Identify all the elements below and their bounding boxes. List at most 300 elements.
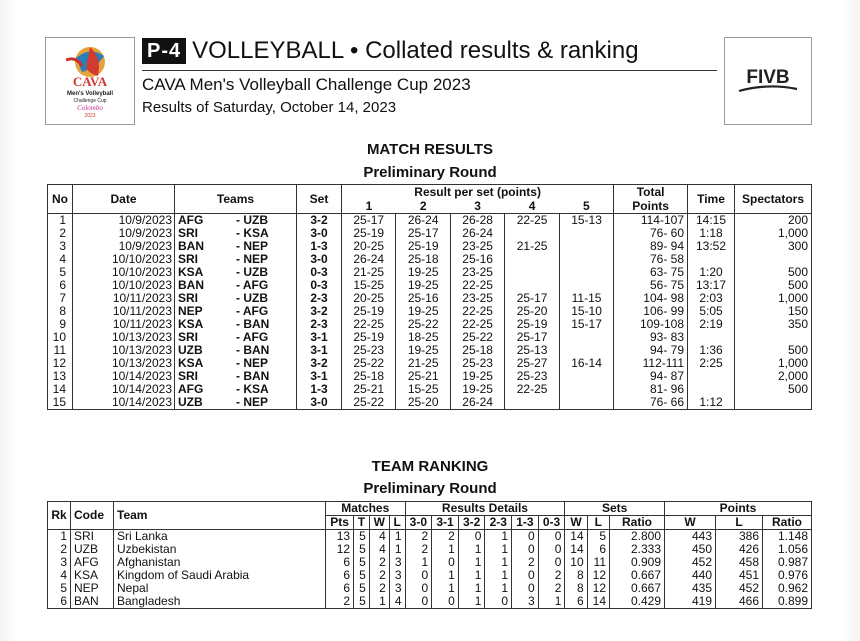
col-date: Date	[73, 185, 175, 214]
set-2-score: 26-24	[396, 214, 450, 228]
set-2-score: 15-25	[396, 383, 450, 396]
match-set-score: 1-3	[297, 240, 342, 253]
sets-lost: 12	[587, 582, 609, 595]
home-team-code: AFG	[178, 382, 204, 396]
match-no: 10	[48, 331, 73, 344]
sets-won: 6	[565, 595, 587, 609]
set-1-score: 20-25	[342, 240, 396, 253]
home-team-code: AFG	[178, 213, 204, 227]
set-2-score: 25-20	[396, 396, 450, 410]
result-1-3: 3	[512, 595, 539, 609]
match-no: 15	[48, 396, 73, 410]
match-set-score: 3-0	[297, 396, 342, 410]
rank: 4	[48, 569, 71, 582]
match-no: 5	[48, 266, 73, 279]
col-rd-03: 0-3	[538, 516, 565, 530]
set-3-score: 19-25	[450, 370, 504, 383]
set-5-score	[559, 331, 613, 344]
home-team-code: UZB	[178, 395, 203, 409]
svg-text:Colombo: Colombo	[77, 104, 103, 112]
set-3-score: 25-16	[450, 253, 504, 266]
col-sets-l: L	[587, 516, 609, 530]
svg-text:Men's Volleyball: Men's Volleyball	[67, 91, 113, 97]
match-time: 2:19	[688, 318, 735, 331]
total-points: 89- 94	[614, 240, 688, 253]
team-ranking-table	[47, 501, 812, 609]
set-3-score: 23-25	[450, 266, 504, 279]
match-time: 1:18	[688, 227, 735, 240]
result-3-0: 1	[405, 556, 432, 569]
home-team-code: NEP	[178, 304, 203, 318]
spectators	[735, 396, 812, 410]
result-0-3: 1	[538, 595, 565, 609]
sets-ratio: 0.909	[610, 556, 665, 569]
set-5-score: 16-14	[559, 357, 613, 370]
team-code: BAN	[71, 595, 114, 609]
set-1-score: 25-21	[342, 383, 396, 396]
report-code-badge: P-4	[142, 38, 186, 64]
set-2-score: 25-18	[396, 253, 450, 266]
set-4-score: 22-25	[505, 383, 559, 396]
results-date: Results of Saturday, October 14, 2023	[142, 99, 397, 116]
set-5-score	[559, 370, 613, 383]
set-4-score: 25-27	[505, 357, 559, 370]
match-set-score: 0-3	[297, 266, 342, 279]
table-row	[48, 595, 812, 609]
match-time	[688, 370, 735, 383]
set-2-score: 25-21	[396, 370, 450, 383]
match-date: 10/14/2023	[73, 383, 175, 396]
set-2-score: 25-22	[396, 318, 450, 331]
away-team-code: - BAN	[236, 317, 270, 331]
match-set-score: 3-0	[297, 253, 342, 266]
col-no: No	[48, 185, 73, 214]
set-4-score: 21-25	[505, 240, 559, 253]
set-4-score: 22-25	[505, 214, 559, 228]
match-date: 10/11/2023	[73, 318, 175, 331]
col-pts: Pts	[326, 516, 354, 530]
match-points: 6	[326, 556, 354, 569]
result-0-3: 0	[538, 543, 565, 556]
team-code: AFG	[71, 556, 114, 569]
set-5-score	[559, 396, 613, 410]
points-won: 443	[665, 530, 716, 544]
away-team-code: - NEP	[236, 356, 269, 370]
set-3-score: 25-22	[450, 331, 504, 344]
away-team-code: - NEP	[236, 395, 269, 409]
header-divider	[142, 70, 717, 71]
total-points: 76- 60	[614, 227, 688, 240]
points-lost: 386	[716, 530, 763, 544]
home-team-code: BAN	[178, 239, 204, 253]
result-3-1: 2	[432, 530, 459, 544]
matches-won: 4	[369, 530, 389, 544]
col-sets-ratio: Ratio	[610, 516, 665, 530]
col-team: Team	[114, 502, 326, 530]
sets-ratio: 2.800	[610, 530, 665, 544]
total-points: 109-108	[614, 318, 688, 331]
home-team-code: SRI	[178, 330, 199, 344]
col-rk: Rk	[48, 502, 71, 530]
points-won: 452	[665, 556, 716, 569]
result-3-0: 2	[405, 530, 432, 544]
match-time: 5:05	[688, 305, 735, 318]
col-rd-13: 1-3	[512, 516, 539, 530]
col-t: T	[354, 516, 370, 530]
points-lost: 452	[716, 582, 763, 595]
set-1-score: 25-19	[342, 331, 396, 344]
match-points: 13	[326, 530, 354, 544]
total-points: 112-111	[614, 357, 688, 370]
matches-lost: 3	[389, 569, 405, 582]
result-2-3: 0	[485, 595, 512, 609]
total-points: 76- 58	[614, 253, 688, 266]
col-rd-23: 2-3	[485, 516, 512, 530]
result-1-3: 0	[512, 530, 539, 544]
home-team-code: BAN	[178, 278, 204, 292]
match-points: 6	[326, 582, 354, 595]
team-name: Afghanistan	[114, 556, 326, 569]
match-set-score: 3-2	[297, 214, 342, 228]
set-4-score: 25-17	[505, 292, 559, 305]
set-2-score: 19-25	[396, 279, 450, 292]
match-time: 2:03	[688, 292, 735, 305]
col-rd-30: 3-0	[405, 516, 432, 530]
set-1-score: 25-17	[342, 214, 396, 228]
points-ratio: 0.899	[763, 595, 812, 609]
matches-total: 5	[354, 569, 370, 582]
team-ranking-body	[48, 530, 812, 609]
match-no: 9	[48, 318, 73, 331]
home-team-code: KSA	[178, 356, 204, 370]
table-row	[48, 530, 812, 544]
match-points: 6	[326, 569, 354, 582]
table-row	[48, 214, 812, 228]
set-1-score: 25-22	[342, 396, 396, 410]
spectators: 500	[735, 279, 812, 292]
set-5-score	[559, 240, 613, 253]
away-team-code: - NEP	[236, 239, 269, 253]
result-3-1: 1	[432, 582, 459, 595]
set-4-score	[505, 266, 559, 279]
result-3-0: 0	[405, 582, 432, 595]
set-2-score: 25-17	[396, 227, 450, 240]
spectators: 1,000	[735, 227, 812, 240]
col-sets: Sets	[565, 502, 665, 516]
set-2-score: 25-19	[396, 240, 450, 253]
set-4-score: 25-23	[505, 370, 559, 383]
match-results-title: MATCH RESULTS	[366, 141, 494, 158]
match-time: 1:20	[688, 266, 735, 279]
result-1-3: 0	[512, 582, 539, 595]
sets-won: 10	[565, 556, 587, 569]
away-team-code: - AFG	[236, 278, 269, 292]
matches-lost: 1	[389, 543, 405, 556]
team-name: Sri Lanka	[114, 530, 326, 544]
col-points-ratio: Ratio	[763, 516, 812, 530]
match-no: 11	[48, 344, 73, 357]
spectators: 2,000	[735, 370, 812, 383]
col-set-5: 5	[559, 199, 613, 214]
total-points: 104- 98	[614, 292, 688, 305]
away-team-code: - AFG	[236, 330, 269, 344]
match-date: 10/14/2023	[73, 396, 175, 410]
set-1-score: 25-22	[342, 357, 396, 370]
total-points: 76- 66	[614, 396, 688, 410]
fivb-logo-icon	[733, 61, 803, 101]
match-time: 2:25	[688, 357, 735, 370]
points-ratio: 0.962	[763, 582, 812, 595]
matches-lost: 4	[389, 595, 405, 609]
result-3-1: 1	[432, 569, 459, 582]
match-set-score: 3-1	[297, 331, 342, 344]
col-set-3: 3	[450, 199, 504, 214]
set-3-score: 19-25	[450, 383, 504, 396]
svg-text:Challenge Cup: Challenge Cup	[73, 98, 107, 104]
match-no: 12	[48, 357, 73, 370]
match-time: 1:36	[688, 344, 735, 357]
col-set: Set	[297, 185, 342, 214]
total-points: 94- 79	[614, 344, 688, 357]
col-points: Points	[665, 502, 812, 516]
col-set-2: 2	[396, 199, 450, 214]
sets-ratio: 0.667	[610, 569, 665, 582]
result-1-3: 0	[512, 543, 539, 556]
total-points: 106- 99	[614, 305, 688, 318]
set-5-score	[559, 253, 613, 266]
match-date: 10/11/2023	[73, 305, 175, 318]
match-date: 10/10/2023	[73, 279, 175, 292]
set-1-score: 22-25	[342, 318, 396, 331]
set-3-score: 26-24	[450, 396, 504, 410]
result-2-3: 1	[485, 582, 512, 595]
svg-text:2023: 2023	[84, 113, 96, 119]
set-2-score: 18-25	[396, 331, 450, 344]
sets-won: 8	[565, 582, 587, 595]
matches-won: 2	[369, 569, 389, 582]
result-0-3: 2	[538, 582, 565, 595]
set-1-score: 20-25	[342, 292, 396, 305]
match-date: 10/13/2023	[73, 357, 175, 370]
team-name: Uzbekistan	[114, 543, 326, 556]
result-3-2: 1	[458, 543, 485, 556]
match-set-score: 3-2	[297, 357, 342, 370]
result-3-2: 0	[458, 530, 485, 544]
home-team-code: SRI	[178, 226, 199, 240]
sets-ratio: 0.667	[610, 582, 665, 595]
points-lost: 451	[716, 569, 763, 582]
team-code: KSA	[71, 569, 114, 582]
matches-lost: 1	[389, 530, 405, 544]
set-2-score: 19-25	[396, 266, 450, 279]
matches-won: 1	[369, 595, 389, 609]
set-1-score: 25-19	[342, 227, 396, 240]
spectators: 1,000	[735, 357, 812, 370]
points-ratio: 1.148	[763, 530, 812, 544]
col-teams: Teams	[175, 185, 297, 214]
match-date: 10/10/2023	[73, 253, 175, 266]
set-1-score: 25-23	[342, 344, 396, 357]
match-points: 12	[326, 543, 354, 556]
set-1-score: 26-24	[342, 253, 396, 266]
result-3-2: 1	[458, 569, 485, 582]
col-total: Total	[614, 185, 688, 200]
spectators: 150	[735, 305, 812, 318]
away-team-code: - BAN	[236, 343, 270, 357]
home-team-code: UZB	[178, 343, 203, 357]
match-no: 7	[48, 292, 73, 305]
set-5-score	[559, 383, 613, 396]
set-2-score: 25-16	[396, 292, 450, 305]
set-3-score: 25-23	[450, 357, 504, 370]
match-set-score: 3-0	[297, 227, 342, 240]
spectators: 500	[735, 266, 812, 279]
match-teams	[175, 396, 297, 410]
col-w: W	[369, 516, 389, 530]
team-code: UZB	[71, 543, 114, 556]
set-5-score	[559, 227, 613, 240]
away-team-code: - KSA	[236, 226, 269, 240]
points-lost: 466	[716, 595, 763, 609]
document-header	[142, 38, 717, 118]
set-3-score: 26-24	[450, 227, 504, 240]
result-3-2: 1	[458, 556, 485, 569]
total-points: 81- 96	[614, 383, 688, 396]
rank: 3	[48, 556, 71, 569]
set-3-score: 23-25	[450, 240, 504, 253]
match-no: 2	[48, 227, 73, 240]
col-result-per-set: Result per set (points)	[342, 185, 614, 200]
total-points: 114-107	[614, 214, 688, 228]
match-no: 14	[48, 383, 73, 396]
match-set-score: 0-3	[297, 279, 342, 292]
col-time: Time	[688, 185, 735, 214]
set-4-score	[505, 253, 559, 266]
col-points: Points	[614, 199, 688, 214]
sets-won: 14	[565, 530, 587, 544]
home-team-code: SRI	[178, 369, 199, 383]
matches-won: 2	[369, 582, 389, 595]
report-title: VOLLEYBALL • Collated results & ranking	[192, 37, 639, 64]
match-teams	[175, 214, 297, 228]
away-team-code: - UZB	[236, 265, 268, 279]
set-5-score: 15-17	[559, 318, 613, 331]
match-date: 10/13/2023	[73, 331, 175, 344]
match-set-score: 3-1	[297, 370, 342, 383]
home-team-code: SRI	[178, 291, 199, 305]
team-code: SRI	[71, 530, 114, 544]
away-team-code: - UZB	[236, 213, 268, 227]
total-points: 56- 75	[614, 279, 688, 292]
points-ratio: 0.976	[763, 569, 812, 582]
match-results-round: Preliminary Round	[363, 164, 497, 181]
total-points: 94- 87	[614, 370, 688, 383]
matches-lost: 3	[389, 582, 405, 595]
match-time: 13:17	[688, 279, 735, 292]
match-time: 1:12	[688, 396, 735, 410]
set-5-score: 15-13	[559, 214, 613, 228]
competition-name: CAVA Men's Volleyball Challenge Cup 2023	[142, 75, 471, 94]
away-team-code: - AFG	[236, 304, 269, 318]
set-2-score: 19-25	[396, 305, 450, 318]
set-4-score	[505, 396, 559, 410]
rank: 2	[48, 543, 71, 556]
match-results-table	[47, 184, 812, 410]
col-spectators: Spectators	[735, 185, 812, 214]
match-no: 13	[48, 370, 73, 383]
sets-ratio: 0.429	[610, 595, 665, 609]
matches-total: 5	[354, 595, 370, 609]
sets-lost: 5	[587, 530, 609, 544]
matches-lost: 3	[389, 556, 405, 569]
col-rd-32: 3-2	[458, 516, 485, 530]
spectators: 500	[735, 383, 812, 396]
team-name: Kingdom of Saudi Arabia	[114, 569, 326, 582]
match-date: 10/9/2023	[73, 214, 175, 228]
col-rd-31: 3-1	[432, 516, 459, 530]
set-1-score: 15-25	[342, 279, 396, 292]
home-team-code: SRI	[178, 252, 199, 266]
team-name: Bangladesh	[114, 595, 326, 609]
result-2-3: 1	[485, 569, 512, 582]
set-5-score	[559, 266, 613, 279]
set-1-score: 21-25	[342, 266, 396, 279]
col-points-w: W	[665, 516, 716, 530]
match-set-score: 2-3	[297, 292, 342, 305]
match-date: 10/9/2023	[73, 227, 175, 240]
svg-text:FIVB: FIVB	[746, 67, 790, 88]
spectators: 1,000	[735, 292, 812, 305]
result-1-3: 2	[512, 556, 539, 569]
result-3-0: 2	[405, 543, 432, 556]
set-3-score: 22-25	[450, 279, 504, 292]
result-2-3: 1	[485, 543, 512, 556]
set-1-score: 25-19	[342, 305, 396, 318]
total-points: 63- 75	[614, 266, 688, 279]
col-sets-w: W	[565, 516, 587, 530]
match-points: 2	[326, 595, 354, 609]
matches-total: 5	[354, 556, 370, 569]
match-no: 1	[48, 214, 73, 228]
total-points: 93- 83	[614, 331, 688, 344]
col-matches: Matches	[326, 502, 406, 516]
match-date: 10/14/2023	[73, 370, 175, 383]
result-3-0: 0	[405, 569, 432, 582]
fivb-logo	[724, 37, 812, 125]
result-2-3: 1	[485, 530, 512, 544]
set-4-score: 25-20	[505, 305, 559, 318]
set-3-score: 26-28	[450, 214, 504, 228]
spectators: 300	[735, 240, 812, 253]
points-won: 450	[665, 543, 716, 556]
match-date: 10/10/2023	[73, 266, 175, 279]
svg-text:CAVA: CAVA	[72, 74, 108, 89]
result-3-2: 1	[458, 582, 485, 595]
set-2-score: 21-25	[396, 357, 450, 370]
away-team-code: - BAN	[236, 369, 270, 383]
points-lost: 458	[716, 556, 763, 569]
rank: 6	[48, 595, 71, 609]
sets-lost: 6	[587, 543, 609, 556]
set-4-score: 25-19	[505, 318, 559, 331]
matches-total: 5	[354, 543, 370, 556]
result-3-1: 0	[432, 556, 459, 569]
team-code: NEP	[71, 582, 114, 595]
match-set-score: 3-1	[297, 344, 342, 357]
result-3-0: 0	[405, 595, 432, 609]
set-4-score: 25-13	[505, 344, 559, 357]
result-0-3: 2	[538, 569, 565, 582]
